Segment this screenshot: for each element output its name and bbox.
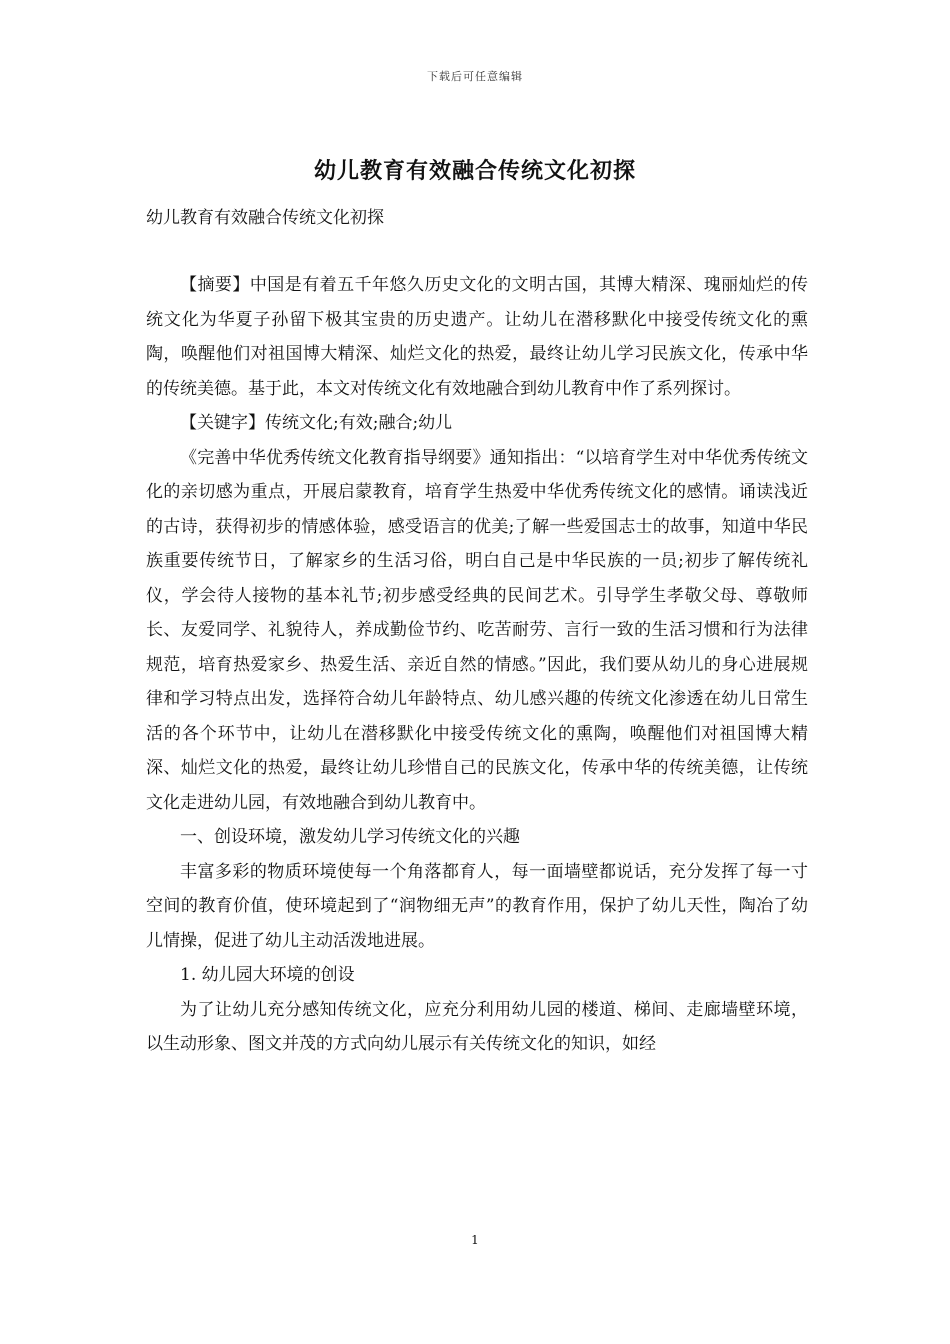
abstract-paragraph: 【摘要】中国是有着五千年悠久历史文化的文明古国，其博大精深、瑰丽灿烂的传统文化为华夏子孙留下极其宝贵的历史遗产。让幼儿在潜移默化中接受传统文化的熏陶，唤醒他们对祖国博大精深、灿烂文化的热爱，最终让幼儿学习民族文化，传承中华的传统美德。基于此，本文对传统文化有效地融合到幼儿教育中作了系列探讨。 (146, 275, 808, 399)
page-header-note: 下载后可任意编辑 (427, 70, 523, 83)
section-heading: 一、创设环境，激发幼儿学习传统文化的兴趣 (180, 827, 520, 847)
document-body (146, 268, 808, 1062)
subsection-heading: 1. 幼儿园大环境的创设 (180, 965, 355, 985)
body-paragraph: 丰富多彩的物质环境使每一个角落都育人，每一面墙壁都说话，充分发挥了每一寸空间的教育价值，使环境起到了“润物细无声”的教育作用，保护了幼儿天性，陶冶了幼儿情操，促进了幼儿主动活泼地进展。 (146, 861, 808, 951)
document-subtitle: 幼儿教育有效融合传统文化初探 (146, 208, 384, 228)
page-number: 1 (471, 1233, 479, 1247)
body-paragraph: 为了让幼儿充分感知传统文化，应充分利用幼儿园的楼道、梯间、走廊墙壁环境，以生动形象、图文并茂的方式向幼儿展示有关传统文化的知识，如经 (146, 999, 808, 1054)
body-paragraph: 《完善中华优秀传统文化教育指导纲要》通知指出：“以培育学生对中华优秀传统文化的亲切感为重点，开展启蒙教育，培育学生热爱中华优秀传统文化的感情。诵读浅近的古诗，获得初步的情感体验，感受语言的优美;了解一些爱国志士的故事，知道中华民族重要传统节日，了解家乡的生活习俗，明白自己是中华民族的一员;初步了解传统礼仪，学会待人接物的基本礼节;初步感受经典的民间艺术。引导学生孝敬父母、尊敬师长、友爱同学、礼貌待人，养成勤俭节约、吃苦耐劳、言行一致的生活习惯和行为法律规范，培育热爱家乡、热爱生活、亲近自然的情感。”因此，我们要从幼儿的身心进展规律和学习特点出发，选择符合幼儿年龄特点、幼儿感兴趣的传统文化渗透在幼儿日常生活的各个环节中，让幼儿在潜移默化中接受传统文化的熏陶，唤醒他们对祖国博大精深、灿烂文化的热爱，最终让幼儿珍惜自己的民族文化，传承中华的传统美德，让传统文化走进幼儿园，有效地融合到幼儿教育中。 (146, 447, 808, 813)
keywords-paragraph: 【关键字】传统文化;有效;融合;幼儿 (180, 413, 453, 433)
document-title: 幼儿教育有效融合传统文化初探 (313, 158, 636, 184)
